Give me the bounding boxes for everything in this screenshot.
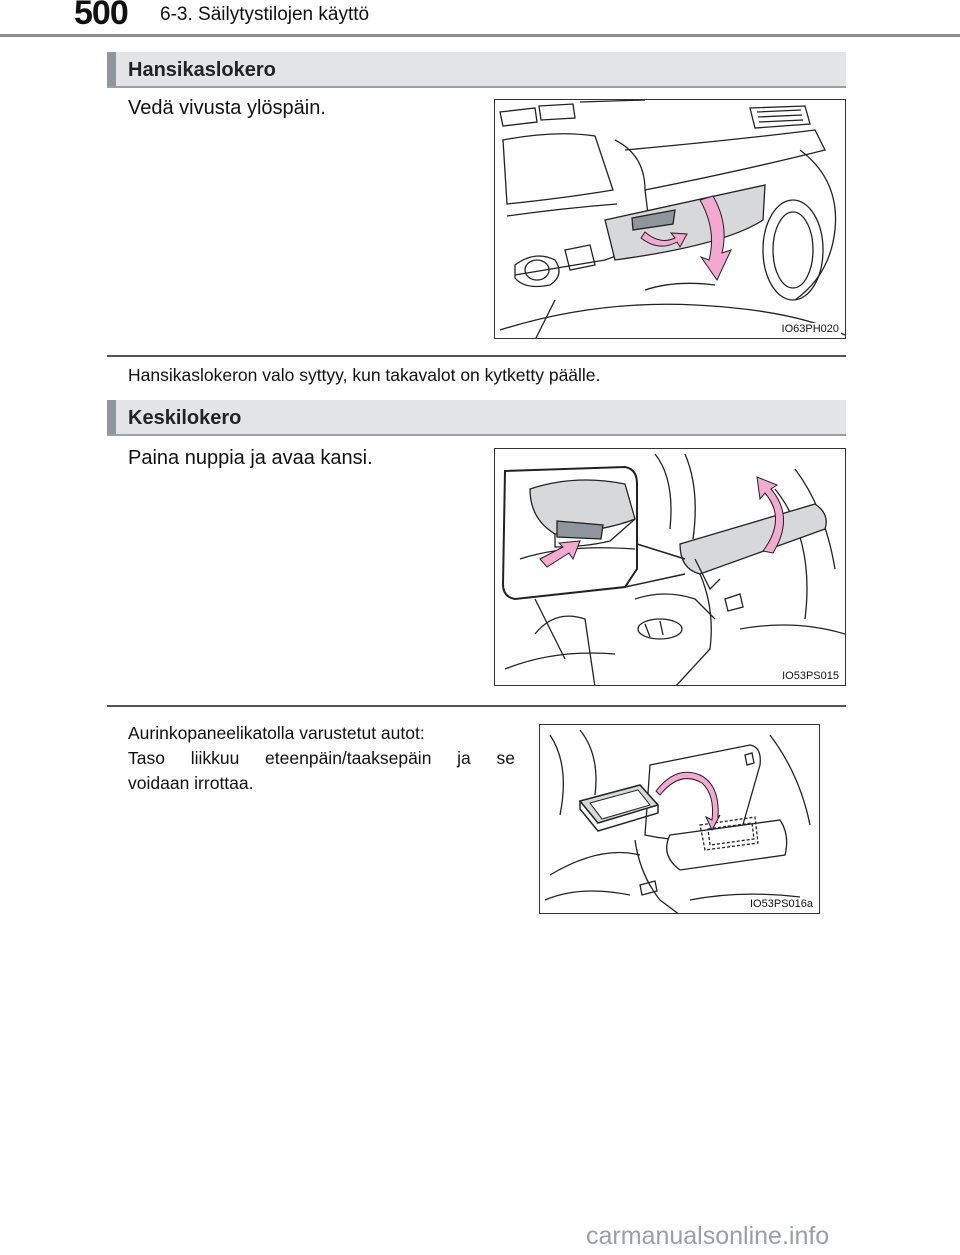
note-glovebox-light: Hansikaslokeron valo syttyy, kun takavalot on kytketty päälle. xyxy=(128,365,601,385)
section-heading-keskilokero xyxy=(107,400,846,436)
glovebox-illustration xyxy=(494,99,846,339)
section-title: Hansikaslokero xyxy=(128,59,276,81)
figure-code: IO63PH020 xyxy=(781,323,839,335)
chapter-title: 6-3. Säilytystilojen käyttö xyxy=(160,4,370,25)
console-box-drawing xyxy=(495,449,846,686)
figure-code: IO53PS015 xyxy=(782,670,839,682)
note-solar-roof-line-3: voidaan irrottaa. xyxy=(128,773,254,793)
instruction-console-box: Paina nuppia ja avaa kansi. xyxy=(128,447,373,469)
tray-drawing xyxy=(540,725,820,914)
page-number: 500 xyxy=(74,0,128,32)
note-solar-roof-line-2: Taso liikkuu eteenpäin/taaksepäin ja se xyxy=(128,748,515,768)
watermark: carmanualsonline.info xyxy=(586,1222,830,1250)
divider xyxy=(107,355,846,357)
removable-tray-illustration xyxy=(539,724,820,914)
section-accent xyxy=(107,400,116,434)
divider xyxy=(107,705,846,707)
glovebox-drawing xyxy=(495,100,846,339)
note-solar-roof-line-1: Aurinkopaneelikatolla varustetut autot: xyxy=(128,723,425,743)
header-rule xyxy=(0,34,960,37)
instruction-glovebox: Vedä vivusta ylöspäin. xyxy=(128,97,326,119)
section-accent xyxy=(107,52,116,86)
figure-code: IO53PS016a xyxy=(750,898,813,910)
section-heading-hansikaslokero xyxy=(107,52,846,88)
console-box-illustration xyxy=(494,448,846,686)
section-title: Keskilokero xyxy=(128,407,242,429)
